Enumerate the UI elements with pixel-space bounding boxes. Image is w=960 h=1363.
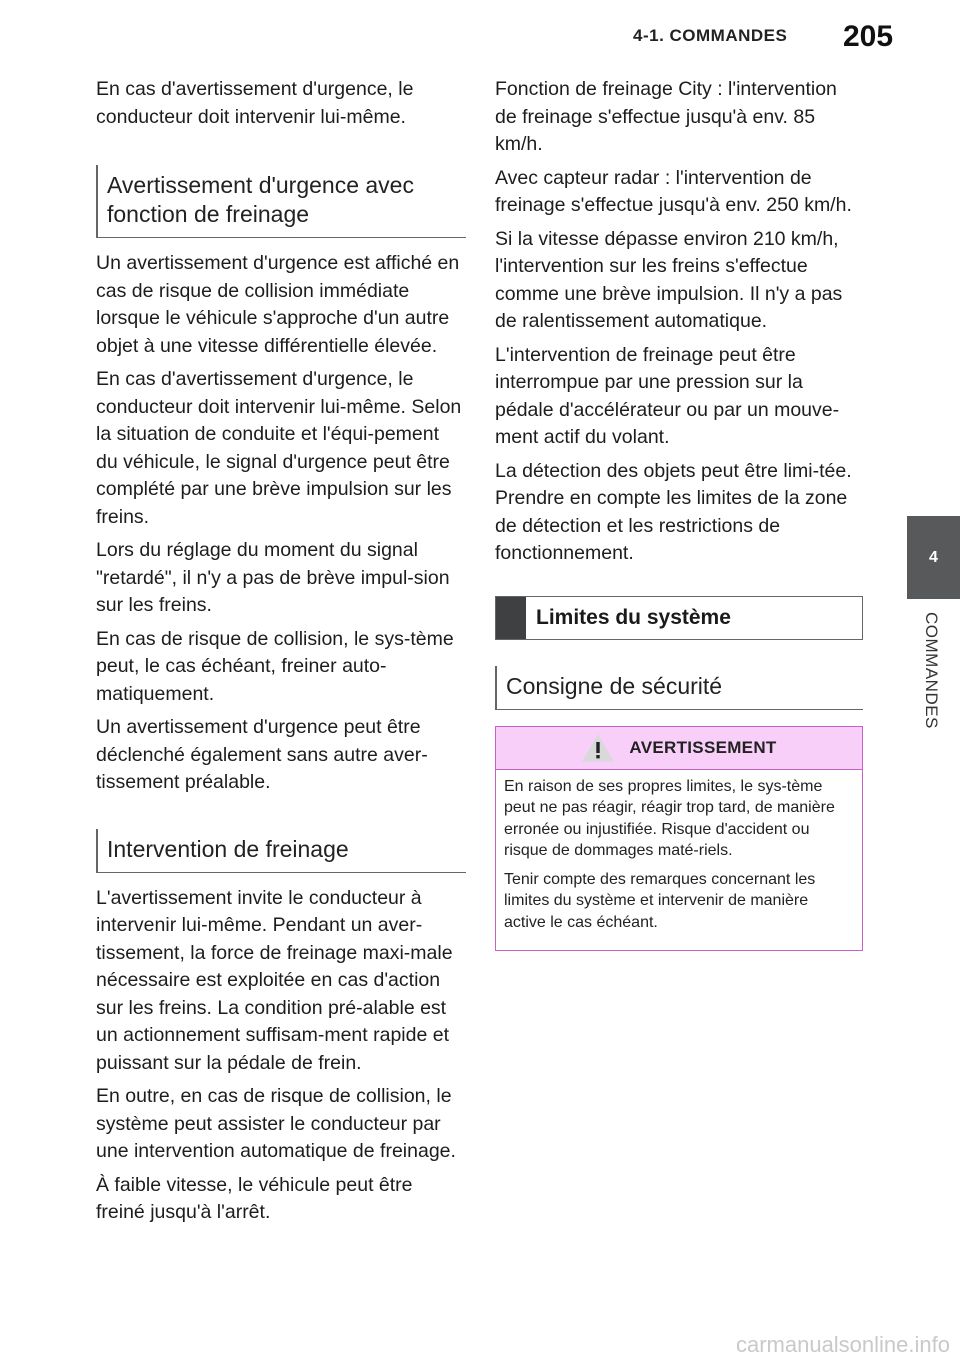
paragraph: Avec capteur radar : l'intervention de freinage s'effectue jusqu'à env. 250 km/h. xyxy=(495,166,852,216)
paragraph: Fonction de freinage City : l'intervention de freinage s'effectue jusqu'à env. 85 km/h. xyxy=(495,78,837,155)
section-title: 4-1. COMMANDES xyxy=(633,26,788,45)
page-number: 205 xyxy=(843,20,894,53)
section-heading-text: Limites du système xyxy=(536,605,731,629)
paragraph: En outre, en cas de risque de collision, le système peut assister le conducteur par une intervention automatique de freinage. xyxy=(96,1085,456,1162)
paragraph: L'intervention de freinage peut être interrompue par une pression sur la pédale d'accélérateur ou par un mouve-ment actif du volant. xyxy=(495,343,840,448)
warning-paragraph: En raison de ses propres limites, le sys-tème peut ne pas réagir, réagir trop tard, de manière erronée ou injustifiée. Risque d'accident ou risque de dommages maté-riels. xyxy=(504,777,835,859)
warning-body xyxy=(496,770,862,951)
paragraph: En cas d'avertissement d'urgence, le conducteur doit intervenir lui-même. xyxy=(96,78,414,128)
watermark: carmanualsonline.info xyxy=(735,1332,950,1357)
chapter-label: COMMANDES xyxy=(922,612,941,729)
paragraph: Lors du réglage du moment du signal "retardé", il n'y a pas de brève impul-sion sur les freins. xyxy=(96,539,450,616)
paragraph: Un avertissement d'urgence est affiché en cas de risque de collision immédiate lorsque le véhicule s'approche d'un autre objet à une vitesse différentielle élevée. xyxy=(96,252,460,357)
warning-icon xyxy=(581,733,615,763)
paragraph: L'avertissement invite le conducteur à intervenir lui-même. Pendant un aver-tissement, la force de freinage maxi-male nécessaire est exploitée en cas d'action sur les freins. La condition pré-alable est un actionnement suffisam-ment rapide et puissant sur la pédale de frein. xyxy=(96,886,453,1074)
subheading: Intervention de freinage xyxy=(96,829,466,873)
paragraph: La détection des objets peut être limi-tée. Prendre en compte les limites de la zone de détection et les restrictions de fonctionnement. xyxy=(495,459,852,564)
chapter-tab xyxy=(907,516,960,599)
warning-paragraph: Tenir compte des remarques concernant les limites du système et intervenir de manière active le cas échéant. xyxy=(504,870,816,931)
section-bar xyxy=(496,597,526,639)
paragraph: Un avertissement d'urgence peut être déclenché également sans autre aver-tissement préalable. xyxy=(96,716,428,793)
subheading: Avertissement d'urgence avec fonction de freinage xyxy=(96,165,466,238)
subheading: Consigne de sécurité xyxy=(495,666,863,710)
right-column xyxy=(495,76,863,951)
warning-header xyxy=(496,727,862,770)
section-heading xyxy=(495,596,863,640)
paragraph: À faible vitesse, le véhicule peut être freiné jusqu'à l'arrêt. xyxy=(96,1173,413,1223)
warning-box xyxy=(495,726,863,952)
paragraph: En cas d'avertissement d'urgence, le conducteur doit intervenir lui-même. Selon la situation de conduite et l'équi-pement du véhicule, le signal d'urgence peut être complété par une brève impulsion sur les freins. xyxy=(96,368,462,528)
warning-title: AVERTISSEMENT xyxy=(629,737,777,757)
paragraph: Si la vitesse dépasse environ 210 km/h, l'intervention sur les freins s'effectue comme une brève impulsion. Il n'y a pas de ralentissement automatique. xyxy=(495,227,843,332)
left-column xyxy=(96,76,466,1233)
chapter-number: 4 xyxy=(929,548,938,566)
paragraph: En cas de risque de collision, le sys-tème peut, le cas échéant, freiner auto-matiquement. xyxy=(96,627,454,705)
